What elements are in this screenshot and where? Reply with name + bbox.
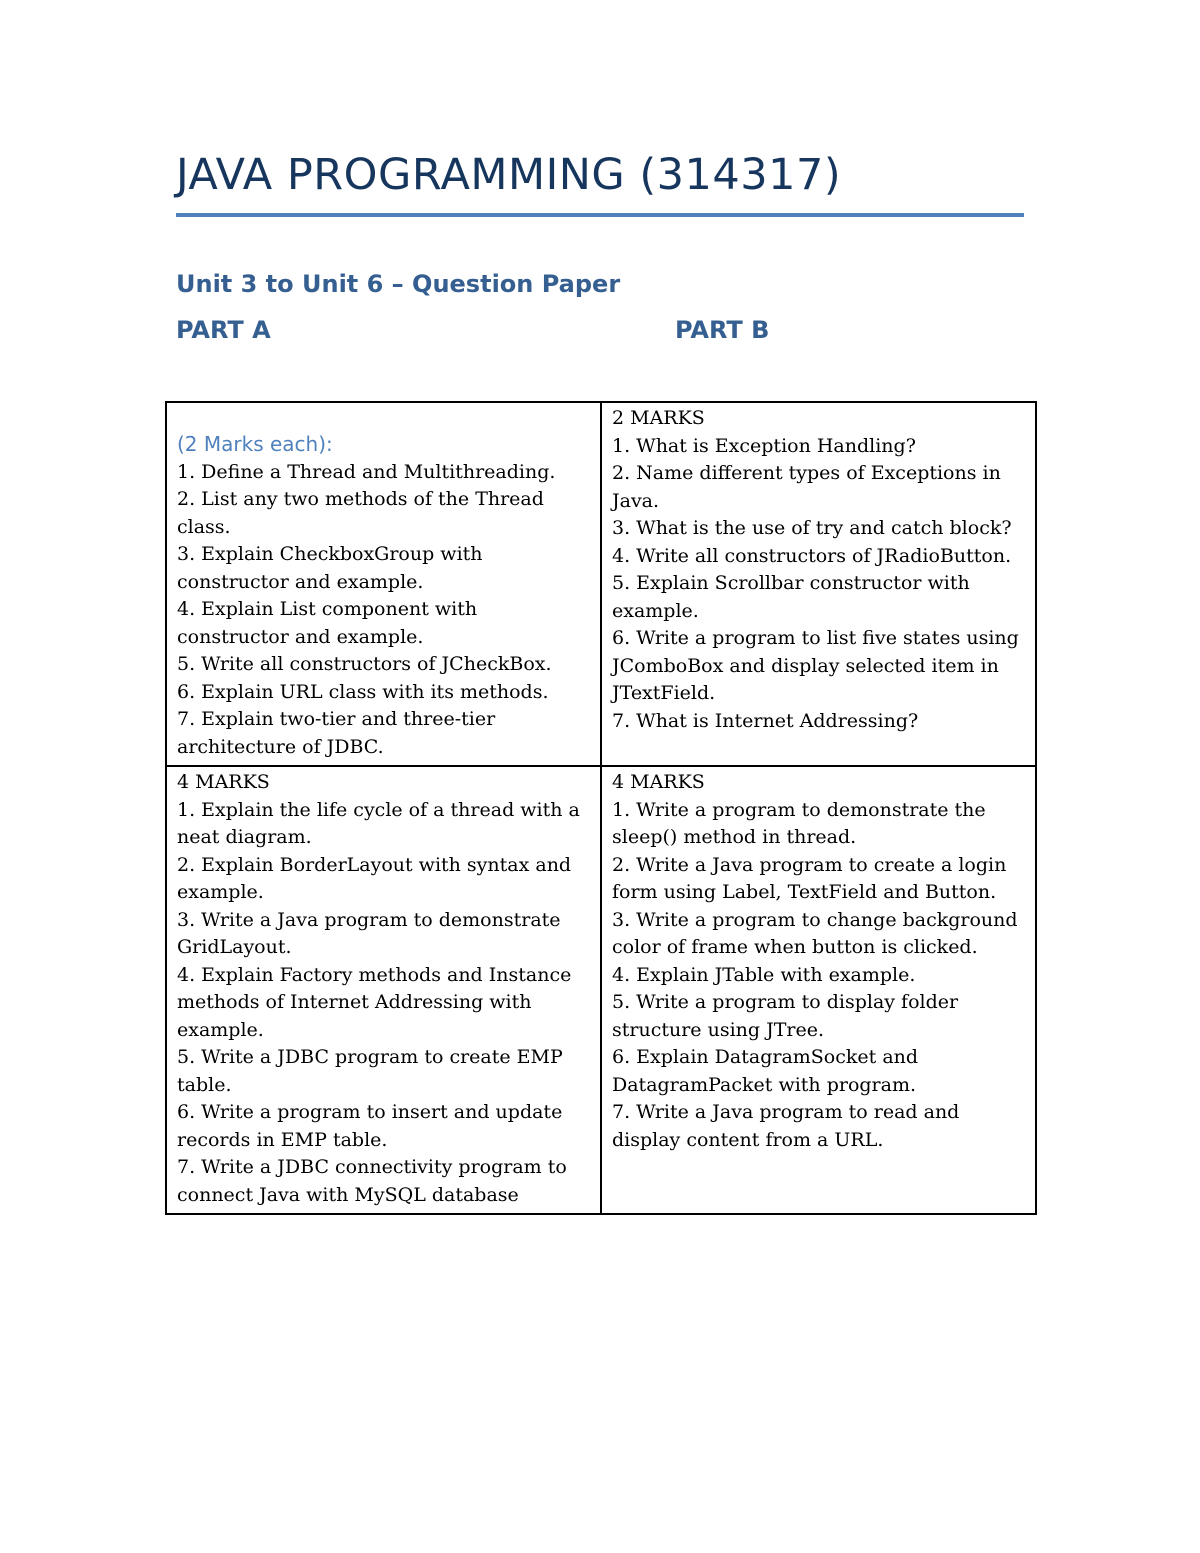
question-item: 3. Write a program to change background color of frame when button is clicked. <box>612 908 1018 958</box>
part-b-heading: PART B <box>675 316 770 344</box>
question-item: 2. List any two methods of the Thread class. <box>177 488 544 538</box>
question-item: 5. Write a program to display folder structure using JTree. <box>612 991 959 1041</box>
question-item: 1. Explain the life cycle of a thread with a neat diagram. <box>177 798 580 848</box>
question-item: 7. Write a Java program to read and display content from a URL. <box>612 1101 960 1151</box>
question-item: 2. Name different types of Exceptions in Java. <box>612 462 1001 512</box>
cell-part-a-2-marks <box>166 402 601 766</box>
question-item: 5. Explain Scrollbar constructor with example. <box>612 572 970 622</box>
question-item: 7. What is Internet Addressing? <box>612 709 919 732</box>
question-item: 6. Write a program to list five states using JComboBox and display selected item in JTextField. <box>612 627 1019 704</box>
cell-part-a-4-marks <box>166 766 601 1214</box>
document-title: JAVA PROGRAMMING (314317) <box>176 150 842 200</box>
part-a-heading: PART A <box>176 316 271 344</box>
cell-part-b-2-marks <box>601 402 1036 766</box>
question-item: 4. Explain List component with constructor and example. <box>177 598 478 648</box>
question-item: 3. What is the use of try and catch block? <box>612 517 1012 539</box>
question-item: 2. Explain BorderLayout with syntax and example. <box>177 853 572 903</box>
question-item: 1. What is Exception Handling? <box>612 434 916 457</box>
question-item: 3. Write a Java program to demonstrate GridLayout. <box>177 908 561 958</box>
table-row-4-marks <box>166 766 1036 1214</box>
cell-part-b-4-marks <box>601 766 1036 1214</box>
question-item: 1. Write a program to demonstrate the sleep() method in thread. <box>612 798 986 848</box>
question-item: 1. Define a Thread and Multithreading. <box>177 460 556 483</box>
cell-heading: 2 MARKS <box>612 407 705 429</box>
question-item: 6. Write a program to insert and update records in EMP table. <box>177 1101 563 1151</box>
cell-heading: 4 MARKS <box>177 771 270 793</box>
title-underline <box>176 213 1024 217</box>
question-item: 4. Explain JTable with example. <box>612 963 916 986</box>
question-item: 2. Write a Java program to create a login form using Label, TextField and Button. <box>612 853 1007 903</box>
question-item: 7. Explain two-tier and three-tier architecture of JDBC. <box>177 708 496 758</box>
document-subtitle: Unit 3 to Unit 6 – Question Paper <box>176 270 621 298</box>
question-item: 4. Write all constructors of JRadioButton. <box>612 544 1012 567</box>
question-item: 6. Explain URL class with its methods. <box>177 680 549 703</box>
question-item: 5. Write all constructors of JCheckBox. <box>177 653 552 675</box>
question-table <box>165 401 1037 1215</box>
question-item: 5. Write a JDBC program to create EMP table. <box>177 1046 563 1096</box>
question-item: 6. Explain DatagramSocket and DatagramPacket with program. <box>612 1046 919 1096</box>
question-item: 7. Write a JDBC connectivity program to connect Java with MySQL database <box>177 1156 567 1206</box>
question-item: 4. Explain Factory methods and Instance methods of Internet Addressing with example. <box>177 963 572 1041</box>
cell-heading: 4 MARKS <box>612 771 705 793</box>
question-item: 3. Explain CheckboxGroup with constructor and example. <box>177 543 483 593</box>
table-row-2-marks <box>166 402 1036 766</box>
cell-heading: (2 Marks each): <box>177 432 333 456</box>
